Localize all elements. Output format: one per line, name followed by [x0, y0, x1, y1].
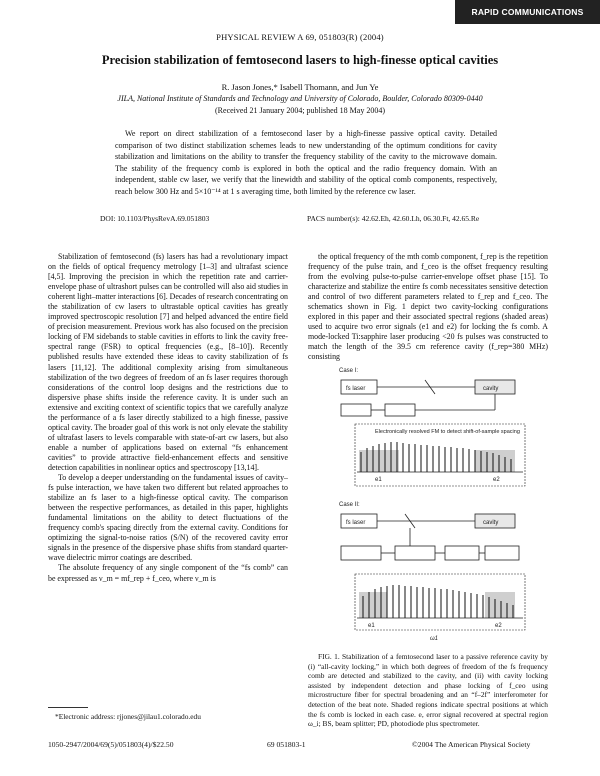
figure-1-schematic: [335, 360, 545, 645]
omega-axis-label: ω1: [430, 636, 439, 642]
footnote-divider: [48, 707, 88, 708]
body-paragraph: The absolute frequency of any single component of the “fs comb” can be expressed as ν_m = mf_rep + f_ceo, where ν_m is: [48, 563, 288, 583]
footer-page-number: 69 051803-1: [267, 740, 306, 749]
case-2-label: Case II:: [339, 502, 360, 508]
e1-label: e1: [375, 477, 382, 483]
affiliation: JILA, National Institute of Standards and Technology and University of Colorado, Boulder, Colorado 80309-0440: [117, 94, 483, 103]
e2-label: e2: [493, 477, 500, 483]
cavity-label: cavity: [483, 386, 499, 392]
received-date: (Received 21 January 2004; published 18 May 2004): [215, 106, 385, 115]
footnote: *Electronic address: rjjones@jilau1.colorado.edu: [55, 712, 201, 721]
lock-description: Electronically resolved FM to detect shift-of-sample spacing: [375, 429, 520, 435]
article-title: Precision stabilization of femtosecond lasers to high-finesse optical cavities: [101, 53, 499, 67]
e2-label: e2: [495, 623, 502, 629]
fs-laser-label: fs laser: [346, 520, 366, 526]
pacs-numbers: PACS number(s): 42.62.Eh, 42.60.Lh, 06.30.Ft, 42.65.Re: [307, 214, 480, 223]
abstract: We report on direct stabilization of a femtosecond laser by a high-finesse passive optical cavity. Detailed comparison of two distinct stabilization schemes leads to new understanding of the optimum conditions for cavity stabilization and limitations on the ability to transfer the frequency stability of the cavity to the microwave domain. The stability of the frequency comb is explored in both the optical and the radio frequency domain. With an independent, stable cw laser, we verify that the linewidth and stability of the optical comb components, respectively, reach below 300 Hz and 5×10⁻¹⁴ at 1 s averaging time, both limited by the reference cw laser.: [115, 129, 497, 196]
figure-caption: FIG. 1. Stabilization of a femtosecond laser to a passive reference cavity by (i) “all-cavity locking,” in which both degrees of freedom of the fs frequency comb are detected and stabilized to the cavity, and (ii) with cavity locking assisted by independent detection and phase locking of f_ceo using microstructure fiber for spectral broadening and an “f–2f” interferometer for detection of the beat note. Shaded regions indicate spectral positions at which the fs comb is locked in each case. e, error signal recovered at spectral region ω_i; BS, beam splitter; PD, photodiode plus spectrometer.: [308, 652, 548, 729]
fs-laser-label: fs laser: [346, 386, 366, 392]
body-right-column: [308, 252, 548, 363]
author-list: R. Jason Jones,* Isabell Thomann, and Jun Ye: [221, 82, 379, 92]
body-left-column: [48, 252, 288, 584]
body-paragraph: Stabilization of femtosecond (fs) lasers has had a revolutionary impact on the fields of optical frequency metrology [1–3] and ultrafast science [4,5]. Improving the precision in which the repetition rate and carrier-envelope phase of ultrashort pulses can be controlled will also aid studies in coherent light–matter interactions [6]. Decades of research concentrating on the stabilization of cw lasers to ultrastable optical cavities has greatly improved spectroscopic resolution [7] and helped advanced the entire field of precision measurement. Previous work has also focused on the precision locking of FM sidebands to stable cavities in efforts to link the cavity free-spectral range (FSR) to optical frequencies (e.g., [8–10]). Recently published results have extended these ideas to cavity stabilization of fs lasers [11,12]. The additional complexity arising from simultaneous stabilization of the two degrees of freedom of an fs laser requires thorough considerations of the control loop designs and the restrictions due to dispersive phase shifts inside the reference cavity. It is under such an extensive and exciting context of scientific topics that we carefully analyze the performance of a fs laser directly stabilized to a high finesse, passive optical cavity. The broader goal of this work is not only elevate the stability of ultrafast lasers to levels comparable with state-of-art cw lasers, but also enable a number of applications based on external “fs enhancement cavities” to provide attractive field-enhancement effects and sensitive detection capabilities in nonlinear optics and spectroscopy [13,14].: [48, 252, 288, 472]
body-paragraph: To develop a deeper understanding on the fundamental issues of cavity–fs pulse interaction, we have taken two different but related approaches to stabilize an fs laser to a high-finesse optical cavity. The comparison between the respective performances, as detailed in this paper, highlights fundamental limitations on the ability to detect fluctuations of the frequency comb's spacing directly from the external cavity. Conditions for optimizing the signal-to-noise ratios (S/N) of the recovered cavity error signals in the presence of the dispersive phase shifts from standard quarter-wave dielectric mirror coatings are described.: [48, 473, 288, 563]
section-badge: RAPID COMMUNICATIONS: [455, 0, 600, 24]
footer-copyright: ©2004 The American Physical Society: [412, 740, 531, 749]
journal-header: PHYSICAL REVIEW A 69, 051803(R) (2004): [216, 32, 384, 42]
doi-link[interactable]: DOI: 10.1103/PhysRevA.69.051803: [100, 214, 210, 223]
cavity-label: cavity: [483, 520, 499, 526]
footer-issn: 1050-2947/2004/69(5)/051803(4)/$22.50: [48, 740, 174, 749]
case-1-label: Case I:: [339, 368, 359, 374]
e1-label: e1: [368, 623, 375, 629]
body-paragraph: the optical frequency of the mth comb component, f_rep is the repetition frequency of the pulse train, and f_ceo is the offset frequency resulting from the evolving pulse-to-pulse carrier-envelope offset phase [15]. To characterize and stabilize the entire fs comb necessitates sensitive detection and control of two different parameters related to f_rep and f_ceo. The schematics shown in Fig. 1 depict two cavity-locking configurations explored in this paper and their associated spectral regions (shaded areas) used to acquire two error signals (e1 and e2) for locking the fs comb. A mode-locked Ti:sapphire laser producing <20 fs pulses was constructed to match the length of the 39.5 cm reference cavity (f_rep=380 MHz) consisting: [308, 252, 548, 362]
